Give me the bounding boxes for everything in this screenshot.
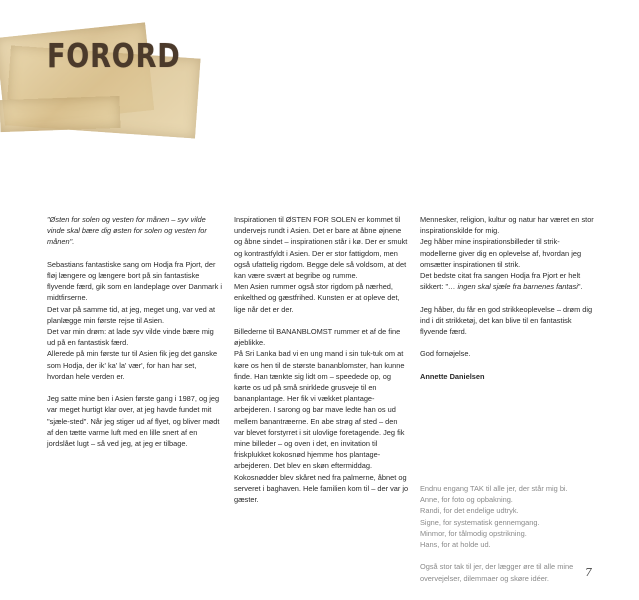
thanks-closing: Også stor tak til jer, der lægger øre til alle mine overvejelser, dilemmaer og skøre idéer.: [420, 562, 574, 583]
thanks-list: [420, 483, 605, 550]
text-line: Mennesker, religion, kultur og natur har været en stor inspirationskilde for mig.: [420, 215, 594, 236]
paragraph: [47, 259, 222, 382]
page-number: 7: [585, 566, 592, 579]
paragraph: Jeg håber, du får en god strikkeoplevelse – drøm dig ind i dit strikketøj, det kan blive til en fantastisk flyvende færd.: [420, 304, 593, 337]
paragraph: [420, 214, 595, 292]
thanks-line: Minmor, for tålmodig opstrikning.: [420, 528, 527, 538]
opening-quote: "Østen for solen og vesten for månen – syv vilde vinde skal bære dig østen for solen og vesten for månen".: [47, 215, 207, 247]
paragraph: Jeg satte mine ben i Asien første gang i 1987, og jeg var meget hurtigt klar over, at jeg havde fundet mit "sjæle-sted". Når jeg stiger ud af flyet, og bliver mødt af den tætte varme luft med en lille snert af en jordslået lugt – så ved jeg, at jeg er tilbage.: [47, 394, 220, 449]
text-line: ".: [577, 282, 583, 292]
thanks-line: Anne, for foto og opbakning.: [420, 495, 513, 505]
thanks-line: Randi, for det endelige udtryk.: [420, 506, 519, 516]
text-line: Jeg håber mine inspirationsbilleder til strik-modellerne giver dig en oplevelse af, hvordan jeg omsætter inspirationen til strik.: [420, 237, 582, 269]
text-column-3: [420, 214, 595, 393]
text-line: Det var på samme tid, at jeg, meget ung, var ved at planlægge min første rejse til Asien.: [47, 304, 216, 325]
acknowledgements: [420, 483, 605, 595]
text-column-2: [234, 214, 409, 516]
thanks-line: Endnu engang TAK til alle jer, der står mig bi.: [420, 484, 568, 493]
text-line: Det bedste citat fra sangen Hodja fra Pjort er helt sikkert: ": [420, 271, 581, 292]
text-line: På Sri Lanka bad vi en ung mand i sin tuk-tuk om at køre os hen til de største bananblomster, han kunne finde. Han tænkte sig lidt om – speedede op, og kørte os ud på små snirklede grusveje til en bananplantage. Her fik vi vækket plantage-arbejderen. I sarong og bar mave ledte han os ud mellem banantræerne. En abe strøg af sted – den var blevet forstyrret i sit ulovlige foretagende. Jeg fik mine billeder – og oven i det, en invitation til friskplukket kokosnød hjemme hos plantage-arbejderen. Det blev en skøn eftermiddag. Kokosnødder blev skåret ned fra palmerne, åbnet og serveret i baghaven. Hele familien kom til – der var jo gæster.: [234, 349, 409, 505]
text-line: Sebastians fantastiske sang om Hodja fra Pjort, der fløj længere og længere bort på sin fantastiske flyvende færd, gik som en landeplage over Danmark i midtfirserne.: [47, 259, 223, 303]
paragraph: [234, 214, 409, 315]
thanks-line: Hans, for at holde ud.: [420, 540, 491, 550]
paragraph: God fornøjelse.: [420, 349, 471, 359]
thanks-line: Signe, for systematisk gennemgang.: [420, 517, 540, 527]
text-column-1: [47, 214, 222, 460]
text-line: Men Asien rummer også stor rigdom på nærhed, enkelthed og gæstfrihed. Kunsten er at opleve det, lige når det er der.: [234, 282, 400, 314]
text-line: Billederne til BANANBLOMST rummer et af de fine øjeblikke.: [234, 327, 401, 348]
paper-texture: [0, 96, 121, 132]
text-line: Det var min drøm: at lade syv vilde vinde bære mig ud på en fantastisk færd.: [47, 327, 214, 348]
song-quote: … ingen skal sjæle fra barnenes fantasi: [448, 282, 578, 292]
text-line: Inspirationen til ØSTEN FOR SOLEN er kommet til undervejs rundt i Asien. Det er bare at åbne øjnene og åbne sindet – inspirationen står i kø. Der er smukt og kontrastfyldt i Asien. Der er stor fattigdom, men også ufattelig rigdom. Begge dele så voldsom, at det kan være svært at begribe og rumme.: [234, 215, 408, 281]
text-line: Allerede på min første tur til Asien fik jeg det ganske som Hodja, der ik' ka' la' vær', for han har set, hvordan hele verden er.: [47, 349, 218, 381]
author-signature: Annette Danielsen: [420, 371, 485, 381]
page-title: FORORD: [47, 36, 181, 75]
paragraph: [234, 326, 409, 505]
